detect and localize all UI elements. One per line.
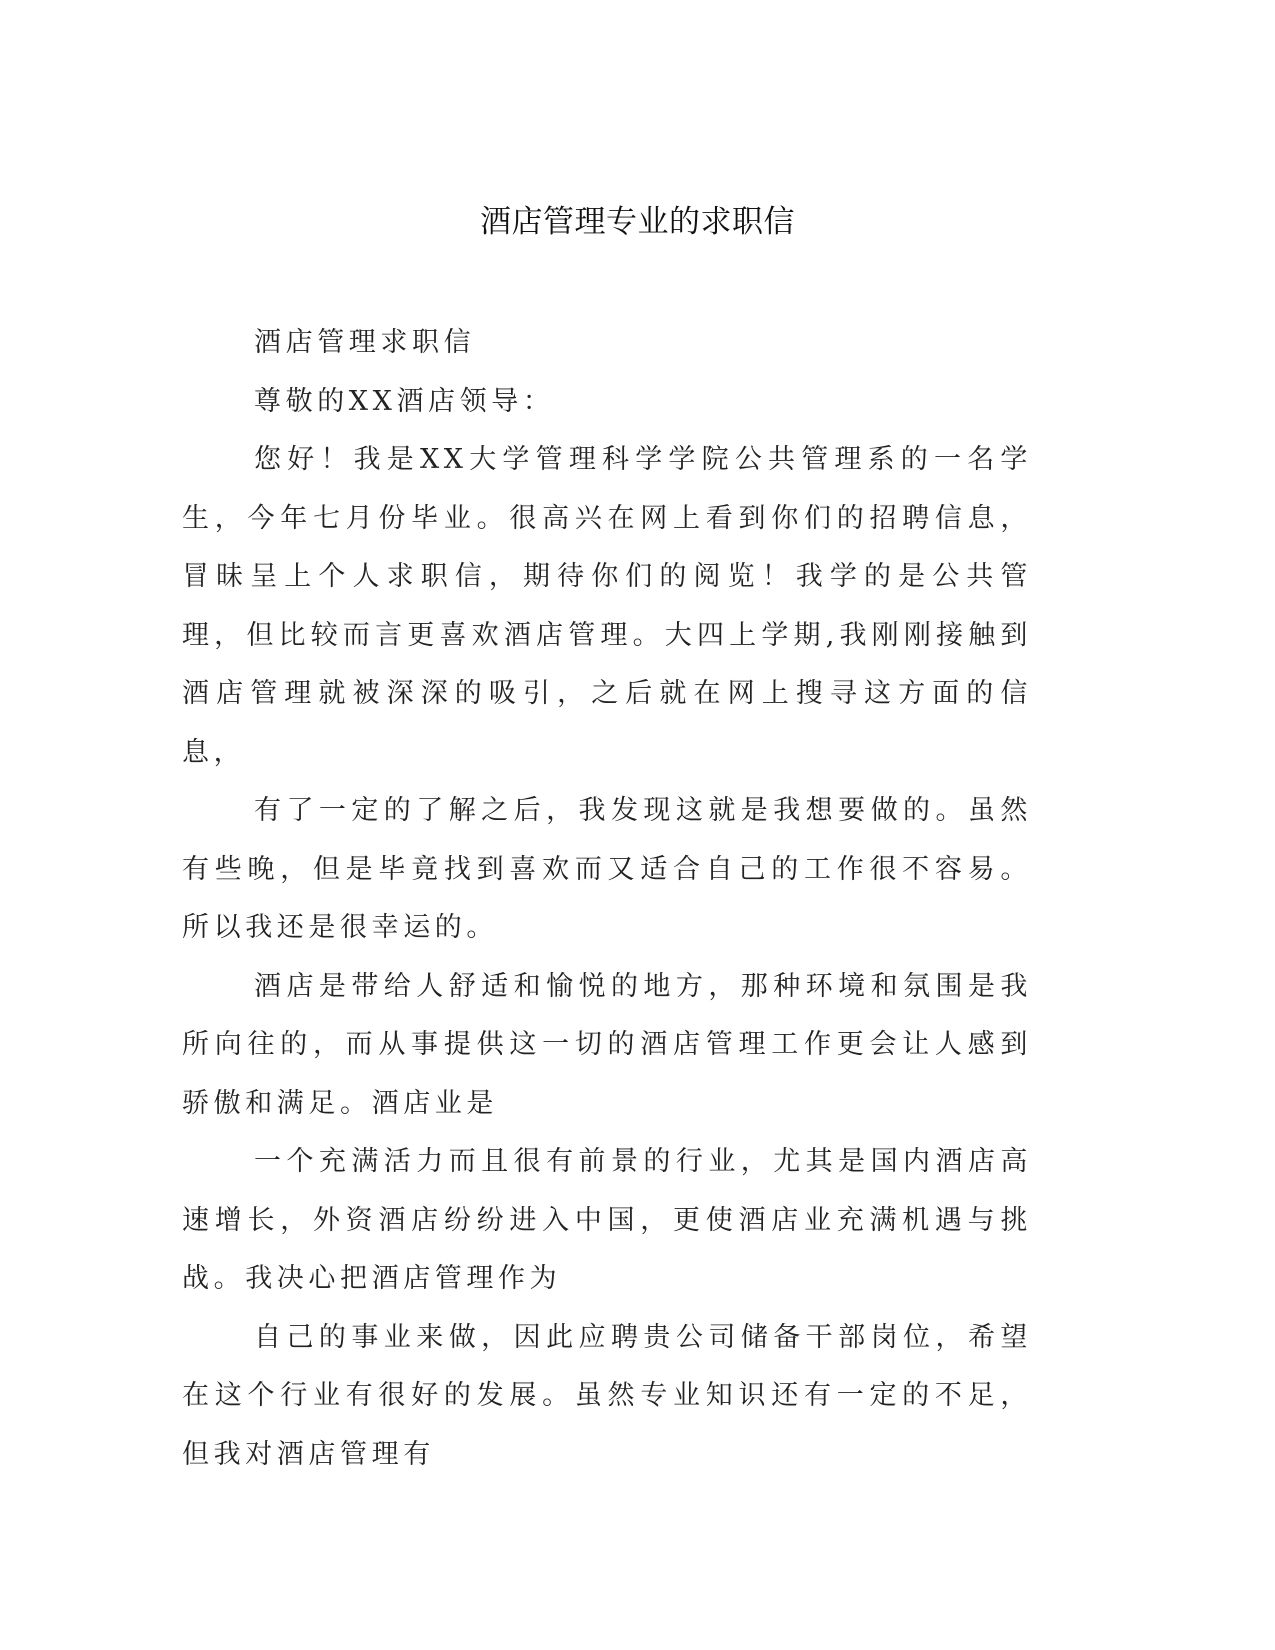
- letter-body: [182, 314, 1032, 1484]
- paragraph-career: 自己的事业来做，因此应聘贵公司储备干部岗位，希望在这个行业有很好的发展。虽然专业知识还有一定的不足，但我对酒店管理有: [182, 1321, 1032, 1470]
- paragraph-understanding: 有了一定的了解之后，我发现这就是我想要做的。虽然有些晚，但是毕竟找到喜欢而又适合自己的工作很不容易。所以我还是很幸运的。: [182, 795, 1032, 943]
- letter-heading: 酒店管理求职信: [254, 327, 476, 358]
- salutation: 尊敬的XX酒店领导：: [254, 385, 555, 417]
- page-title: 酒店管理专业的求职信: [480, 204, 795, 240]
- paragraph-intro: 您好！我是XX大学管理科学学院公共管理系的一名学生，今年七月份毕业。很高兴在网上看到你们的招聘信息，冒昧呈上个人求职信，期待你们的阅览！我学的是公共管理，但比较而言更喜欢酒店管理。大四上学期,我刚刚接触到酒店管理就被深深的吸引，之后就在网上搜寻这方面的信息，: [182, 444, 1032, 768]
- paragraph-industry: 一个充满活力而且很有前景的行业，尤其是国内酒店高速增长，外资酒店纷纷进入中国，更使酒店业充满机遇与挑战。我决心把酒店管理作为: [182, 1146, 1032, 1294]
- paragraph-hotel-environment: 酒店是带给人舒适和愉悦的地方，那种环境和氛围是我所向往的，而从事提供这一切的酒店管理工作更会让人感到骄傲和满足。酒店业是: [182, 970, 1032, 1119]
